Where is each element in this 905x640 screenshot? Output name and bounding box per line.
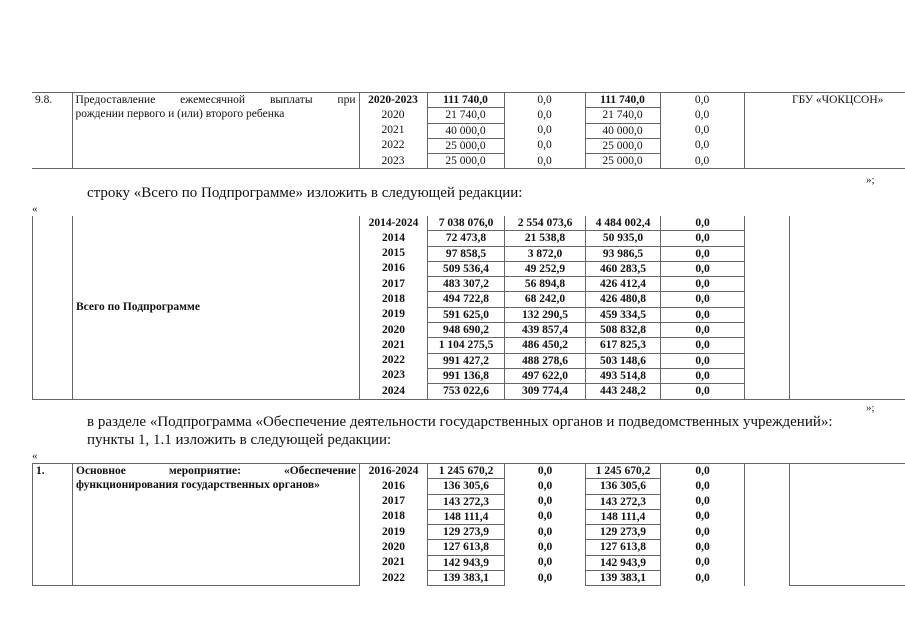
year-cell: 2014-2024 — [360, 216, 428, 231]
year-cell: 2024 — [360, 384, 428, 399]
value-cell: 0,0 — [661, 368, 745, 383]
value-cell: 426 412,4 — [586, 277, 661, 292]
year-cell: 2021 — [360, 338, 428, 353]
value-cell: 21 740,0 — [427, 108, 504, 123]
year-cell: 2016-2024 — [360, 464, 428, 479]
value-cell: 148 111,4 — [586, 509, 661, 524]
value-cell: 0,0 — [505, 464, 586, 479]
closing-quote: »; — [866, 402, 875, 414]
year-cell: 2015 — [360, 246, 428, 261]
table-item-9-8 — [32, 92, 905, 169]
value-cell: 142 943,9 — [428, 555, 505, 570]
value-cell: 1 245 670,2 — [586, 464, 661, 479]
value-cell: 483 307,2 — [428, 277, 505, 292]
year-cell: 2017 — [360, 277, 428, 292]
value-cell: 68 242,0 — [505, 292, 586, 307]
value-cell: 0,0 — [505, 525, 586, 540]
value-cell: 617 825,3 — [586, 338, 661, 353]
year-cell: 2023 — [360, 368, 428, 383]
year-cell: 2018 — [360, 292, 428, 307]
value-cell: 991 136,8 — [428, 368, 505, 383]
value-cell: 0,0 — [661, 525, 745, 540]
value-cell: 136 305,6 — [586, 479, 661, 494]
item-number: 9.8. — [32, 93, 72, 169]
value-cell: 0,0 — [661, 571, 745, 586]
value-cell: 991 427,2 — [428, 353, 505, 368]
value-cell: 0,0 — [661, 353, 745, 368]
value-cell: 309 774,4 — [505, 384, 586, 399]
value-cell: 40 000,0 — [585, 123, 660, 138]
value-cell: 0,0 — [660, 108, 744, 123]
value-cell: 753 022,6 — [428, 384, 505, 399]
value-cell: 0,0 — [505, 571, 586, 586]
value-cell: 0,0 — [504, 93, 585, 108]
value-cell: 0,0 — [660, 138, 744, 153]
value-cell: 0,0 — [661, 464, 745, 479]
value-cell: 1 245 670,2 — [428, 464, 505, 479]
value-cell: 0,0 — [661, 384, 745, 399]
value-cell: 3 872,0 — [505, 246, 586, 261]
table-row — [33, 216, 905, 231]
value-cell: 0,0 — [661, 509, 745, 524]
value-cell: 7 038 076,0 — [428, 216, 505, 231]
year-cell: 2020 — [360, 540, 428, 555]
value-cell: 25 000,0 — [427, 138, 504, 153]
value-cell: 40 000,0 — [427, 123, 504, 138]
value-cell: 0,0 — [505, 479, 586, 494]
paragraph: пункты 1, 1.1 изложить в следующей редакции: — [87, 432, 392, 448]
value-cell: 0,0 — [504, 108, 585, 123]
value-cell: 21 740,0 — [585, 108, 660, 123]
value-cell: 0,0 — [661, 277, 745, 292]
value-cell: 4 484 002,4 — [586, 216, 661, 231]
year-cell: 2022 — [359, 138, 427, 153]
value-cell: 129 273,9 — [428, 525, 505, 540]
value-cell: 111 740,0 — [427, 93, 504, 108]
value-cell: 25 000,0 — [585, 138, 660, 153]
table-subprogram-total — [32, 216, 905, 400]
value-cell: 127 613,8 — [428, 540, 505, 555]
value-cell: 93 986,5 — [586, 246, 661, 261]
total-label: Всего по Подпрограмме — [73, 216, 360, 399]
year-cell: 2021 — [360, 555, 428, 570]
value-cell: 503 148,6 — [586, 353, 661, 368]
responsible-org: ГБУ «ЧОКЦСОН» — [789, 93, 905, 169]
year-cell: 2014 — [360, 231, 428, 246]
value-cell: 0,0 — [505, 509, 586, 524]
value-cell: 0,0 — [504, 123, 585, 138]
year-cell: 2020 — [360, 323, 428, 338]
value-cell: 0,0 — [505, 555, 586, 570]
year-cell: 2020 — [359, 108, 427, 123]
value-cell: 0,0 — [504, 138, 585, 153]
value-cell: 139 383,1 — [586, 571, 661, 586]
year-cell: 2016 — [360, 261, 428, 276]
item-name: Предоставление ежемесячной выплаты при рождении первого и (или) второго ребенка — [72, 93, 359, 169]
value-cell: 132 290,5 — [505, 307, 586, 322]
table-row — [32, 93, 905, 108]
value-cell: 0,0 — [661, 261, 745, 276]
value-cell: 0,0 — [504, 154, 585, 169]
value-cell: 142 943,9 — [586, 555, 661, 570]
value-cell: 50 935,0 — [586, 231, 661, 246]
item-name: Основное мероприятие: «Обеспечение функционирования государственных органов» — [73, 464, 360, 586]
value-cell: 72 473,8 — [428, 231, 505, 246]
opening-quote: « — [32, 203, 38, 215]
closing-quote: »; — [866, 174, 875, 186]
year-cell: 2022 — [360, 571, 428, 586]
value-cell: 443 248,2 — [586, 384, 661, 399]
value-cell: 25 000,0 — [585, 154, 660, 169]
value-cell: 0,0 — [505, 494, 586, 509]
value-cell: 0,0 — [661, 307, 745, 322]
year-cell: 2021 — [359, 123, 427, 138]
value-cell: 0,0 — [661, 323, 745, 338]
value-cell: 0,0 — [661, 479, 745, 494]
year-cell: 2019 — [360, 525, 428, 540]
table-row — [33, 464, 905, 479]
year-cell: 2019 — [360, 307, 428, 322]
year-cell: 2020-2023 — [359, 93, 427, 108]
value-cell: 0,0 — [661, 555, 745, 570]
value-cell: 49 252,9 — [505, 261, 586, 276]
value-cell: 497 622,0 — [505, 368, 586, 383]
value-cell: 143 272,3 — [428, 494, 505, 509]
value-cell: 56 894,8 — [505, 277, 586, 292]
value-cell: 21 538,8 — [505, 231, 586, 246]
value-cell: 2 554 073,6 — [505, 216, 586, 231]
paragraph: в разделе «Подпрограмма «Обеспечение деятельности государственных органов и подведомственных учреждений»: — [87, 414, 833, 430]
year-cell: 2022 — [360, 353, 428, 368]
value-cell: 0,0 — [660, 123, 744, 138]
value-cell: 0,0 — [661, 231, 745, 246]
value-cell: 0,0 — [660, 93, 744, 108]
value-cell: 0,0 — [661, 494, 745, 509]
value-cell: 25 000,0 — [427, 154, 504, 169]
value-cell: 493 514,8 — [586, 368, 661, 383]
value-cell: 143 272,3 — [586, 494, 661, 509]
table-item-1 — [32, 463, 905, 586]
value-cell: 486 450,2 — [505, 338, 586, 353]
year-cell: 2023 — [359, 154, 427, 169]
value-cell: 0,0 — [660, 154, 744, 169]
paragraph: строку «Всего по Подпрограмме» изложить в следующей редакции: — [87, 185, 523, 201]
value-cell: 488 278,6 — [505, 353, 586, 368]
value-cell: 460 283,5 — [586, 261, 661, 276]
value-cell: 0,0 — [661, 540, 745, 555]
value-cell: 1 104 275,5 — [428, 338, 505, 353]
value-cell: 0,0 — [661, 292, 745, 307]
value-cell: 509 536,4 — [428, 261, 505, 276]
value-cell: 148 111,4 — [428, 509, 505, 524]
value-cell: 0,0 — [661, 216, 745, 231]
value-cell: 426 480,8 — [586, 292, 661, 307]
year-cell: 2016 — [360, 479, 428, 494]
value-cell: 439 857,4 — [505, 323, 586, 338]
value-cell: 948 690,2 — [428, 323, 505, 338]
value-cell: 508 832,8 — [586, 323, 661, 338]
year-cell: 2018 — [360, 509, 428, 524]
value-cell: 0,0 — [661, 338, 745, 353]
value-cell: 494 722,8 — [428, 292, 505, 307]
opening-quote: « — [32, 450, 38, 462]
value-cell: 139 383,1 — [428, 571, 505, 586]
value-cell: 97 858,5 — [428, 246, 505, 261]
value-cell: 111 740,0 — [585, 93, 660, 108]
value-cell: 129 273,9 — [586, 525, 661, 540]
value-cell: 127 613,8 — [586, 540, 661, 555]
item-number: 1. — [33, 464, 73, 586]
value-cell: 0,0 — [505, 540, 586, 555]
value-cell: 136 305,6 — [428, 479, 505, 494]
value-cell: 591 625,0 — [428, 307, 505, 322]
value-cell: 459 334,5 — [586, 307, 661, 322]
value-cell: 0,0 — [661, 246, 745, 261]
year-cell: 2017 — [360, 494, 428, 509]
